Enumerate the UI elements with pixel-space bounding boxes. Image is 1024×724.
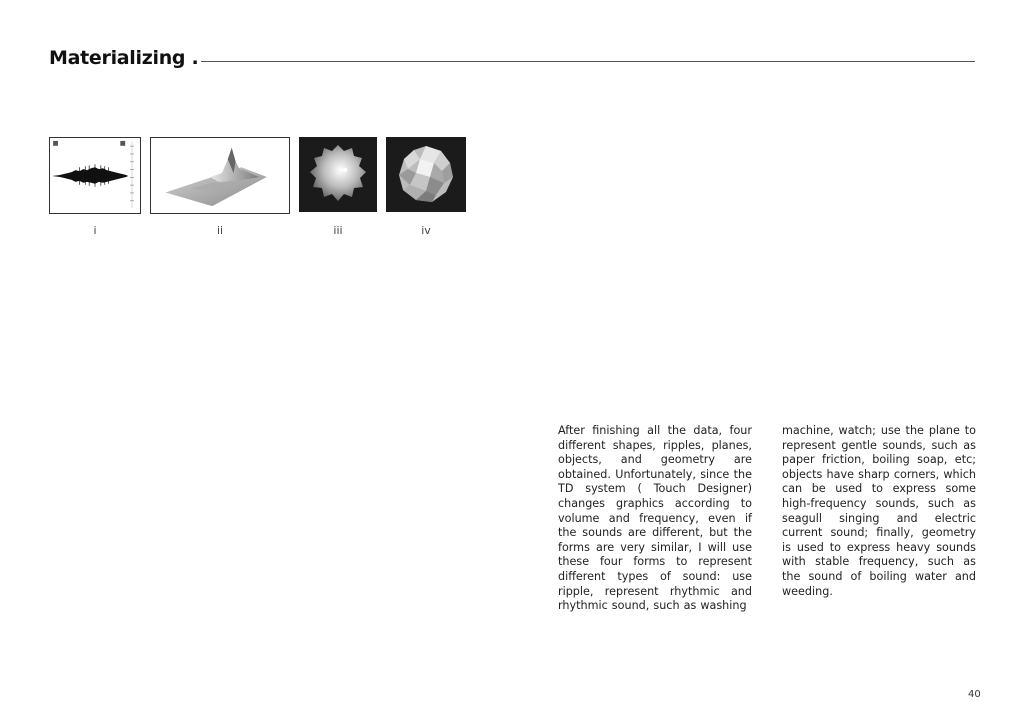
page-title: Materializing . — [49, 47, 199, 69]
figure-label-ii: ii — [216, 224, 224, 237]
body-text-right-column: machine, watch; use the plane to represent gentle sounds, such as paper friction, boiling soap, etc; objects have sharp corners, which can be used to express some high-frequency sounds, such as seagull singing and electric current sound; finally, geometry is used to express heavy sounds with stable frequency, such as the sound of boiling water and weeding. — [782, 424, 976, 598]
figure-i-waveform — [49, 137, 141, 214]
figure-ii-plane — [150, 137, 290, 214]
figure-iv-geometry — [386, 137, 466, 212]
title-divider — [201, 61, 975, 62]
waveform-ripple-image — [50, 138, 140, 213]
figure-label-iii: iii — [333, 224, 343, 237]
spiky-object-image — [299, 137, 377, 212]
faceted-geometry-image — [386, 137, 466, 212]
figure-label-iv: iv — [421, 224, 431, 237]
figure-label-i: i — [93, 224, 97, 237]
figure-iii-object — [299, 137, 377, 212]
page-number: 40 — [968, 689, 981, 700]
body-text-left-column: After finishing all the data, four different shapes, ripples, planes, objects, and geometry are obtained. Unfortunately, since the TD system ( Touch Designer) changes graphics according to volume and frequency, even if the sounds are different, but the forms are very similar, I will use these four forms to represent different types of sound: use ripple, represent rhythmic and rhythmic sound, such as washing — [558, 424, 752, 613]
terrain-plane-image — [151, 138, 289, 213]
